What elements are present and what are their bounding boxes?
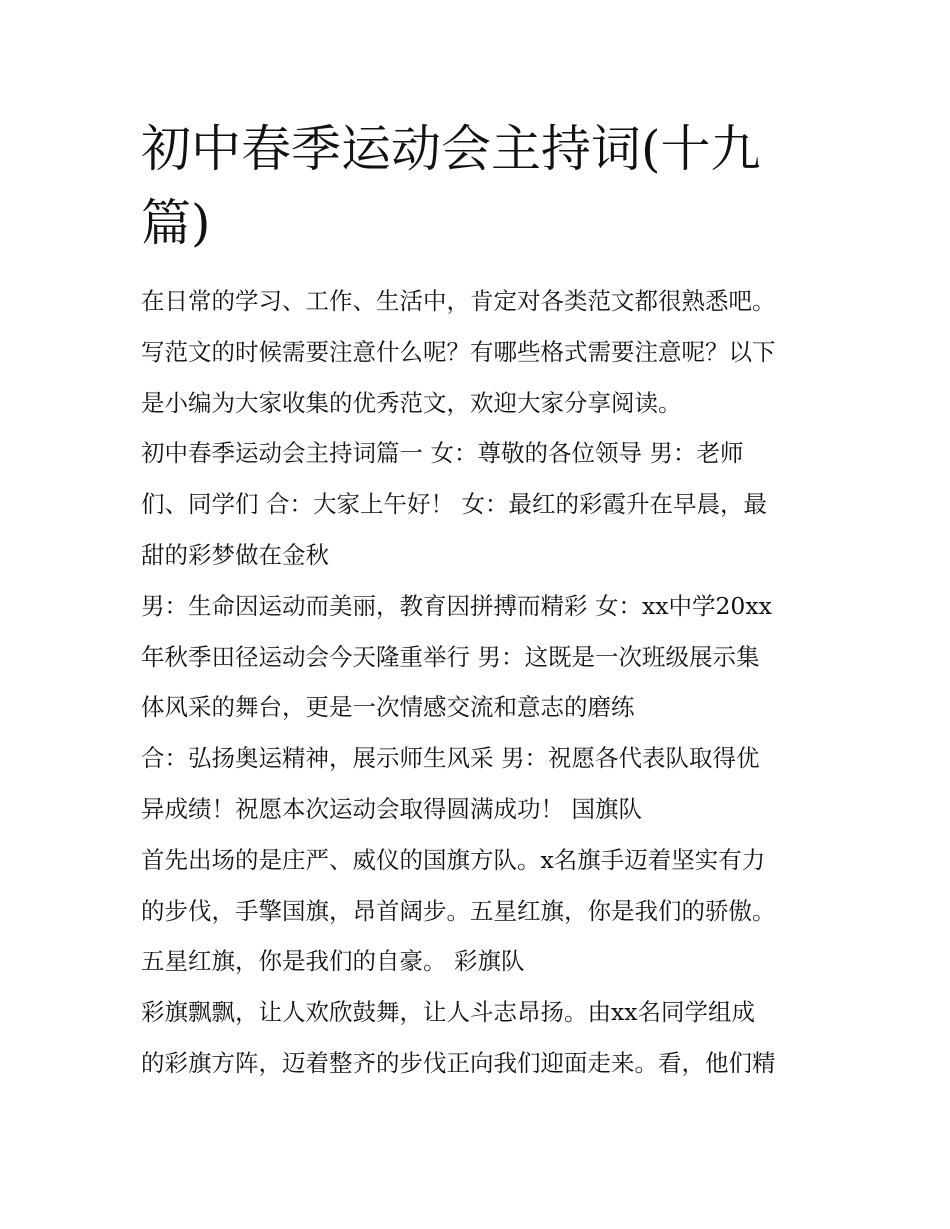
body-line: 在日常的学习、工作、生活中，肯定对各类范文都很熟悉吧。	[141, 287, 776, 315]
body-line: 首先出场的是庄严、威仪的国旗方队。x名旗手迈着坚实有力	[141, 845, 766, 874]
body-line: 是小编为大家收集的优秀范文，欢迎大家分享阅读。	[141, 388, 682, 417]
body-line: 们、同学们 合：大家上午好！ 女：最红的彩霞升在早晨，最	[141, 490, 767, 519]
body-line: 甜的彩梦做在金秋	[141, 540, 329, 569]
body-line: 男：生命因运动而美丽，教育因拼搏而精彩 女：xx中学20xx	[141, 591, 772, 620]
body-line: 体风采的舞台，更是一次情感交流和意志的磨练	[141, 693, 635, 722]
body-line: 初中春季运动会主持词篇一 女：尊敬的各位领导 男：老师	[141, 439, 744, 468]
document-title	[141, 112, 821, 260]
body-line: 五星红旗，你是我们的自豪。 彩旗队	[141, 947, 525, 976]
body-line: 彩旗飘飘，让人欢欣鼓舞，让人斗志昂扬。由xx名同学组成	[141, 998, 756, 1027]
title-line-2: 篇)	[141, 194, 211, 252]
body-line: 写范文的时候需要注意什么呢？有哪些格式需要注意呢？以下	[141, 337, 776, 366]
body-line: 合：弘扬奥运精神，展示师生风采 男：祝愿各代表队取得优	[141, 744, 760, 773]
body-line: 的彩旗方阵，迈着整齐的步伐正向我们迎面走来。看，他们精	[141, 1048, 776, 1077]
title-line-1: 初中春季运动会主持词(十九	[141, 120, 761, 178]
document-body	[141, 276, 821, 1089]
body-line: 异成绩！祝愿本次运动会取得圆满成功！ 国旗队	[141, 794, 642, 823]
body-line: 的步伐，手擎国旗，昂首阔步。五星红旗，你是我们的骄傲。	[141, 896, 776, 925]
body-line: 年秋季田径运动会今天隆重举行 男：这既是一次班级展示集	[141, 642, 760, 671]
